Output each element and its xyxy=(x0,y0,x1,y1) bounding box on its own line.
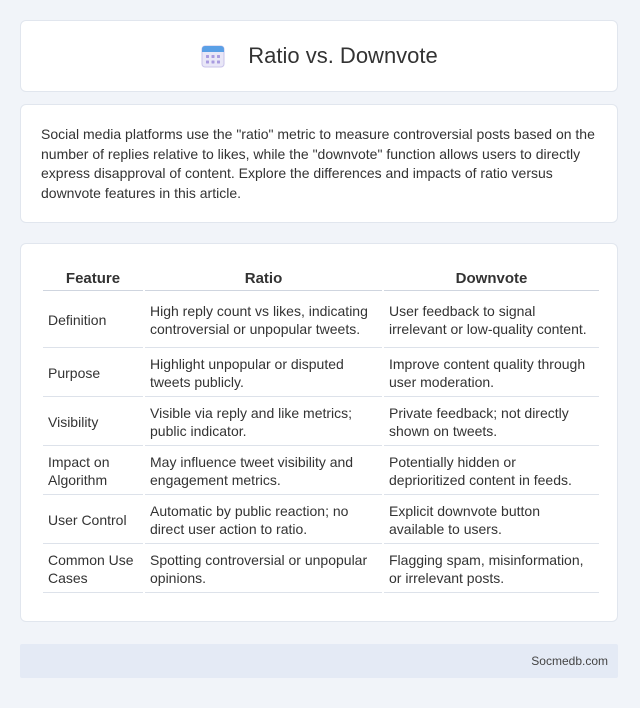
cell-feature: Common Use Cases xyxy=(43,546,143,593)
cell-ratio: May influence tweet visibility and engagement metrics. xyxy=(145,448,382,495)
cell-ratio: Highlight unpopular or disputed tweets publicly. xyxy=(145,350,382,397)
cell-downvote: User feedback to signal irrelevant or low-quality content. xyxy=(384,293,599,348)
title-wrap xyxy=(200,43,438,69)
cell-feature: Definition xyxy=(43,293,143,348)
table-row xyxy=(43,350,599,397)
cell-downvote: Potentially hidden or deprioritized content in feeds. xyxy=(384,448,599,495)
title-card xyxy=(20,20,618,92)
cell-ratio: Automatic by public reaction; no direct user action to ratio. xyxy=(145,497,382,544)
header-feature: Feature xyxy=(43,266,143,291)
cell-ratio: Spotting controversial or unpopular opinions. xyxy=(145,546,382,593)
table-card xyxy=(20,243,618,622)
table-row xyxy=(43,293,599,348)
cell-ratio: High reply count vs likes, indicating controversial or unpopular tweets. xyxy=(145,293,382,348)
cell-downvote: Flagging spam, misinformation, or irrelevant posts. xyxy=(384,546,599,593)
intro-card xyxy=(20,104,618,223)
footer xyxy=(20,644,618,678)
cell-downvote: Improve content quality through user moderation. xyxy=(384,350,599,397)
cell-ratio: Visible via reply and like metrics; public indicator. xyxy=(145,399,382,446)
page-title: Ratio vs. Downvote xyxy=(248,43,438,68)
header-downvote: Downvote xyxy=(384,266,599,291)
intro-text: Social media platforms use the "ratio" metric to measure controversial posts based on the number of replies relative to likes, while the "downvote" function allows users to directly express disapproval of content. Explore the differences and impacts of ratio versus downvote features in this article. xyxy=(41,126,595,201)
comparison-table xyxy=(41,264,601,595)
cell-downvote: Explicit downvote button available to users. xyxy=(384,497,599,544)
cell-downvote: Private feedback; not directly shown on tweets. xyxy=(384,399,599,446)
calendar-icon xyxy=(200,43,226,69)
cell-feature: Purpose xyxy=(43,350,143,397)
footer-site-link[interactable]: Socmedb.com xyxy=(531,654,608,668)
cell-feature: Impact on Algorithm xyxy=(43,448,143,495)
table-row xyxy=(43,448,599,495)
header-ratio: Ratio xyxy=(145,266,382,291)
cell-feature: Visibility xyxy=(43,399,143,446)
table-row xyxy=(43,497,599,544)
table-row xyxy=(43,399,599,446)
cell-feature: User Control xyxy=(43,497,143,544)
table-row xyxy=(43,546,599,593)
